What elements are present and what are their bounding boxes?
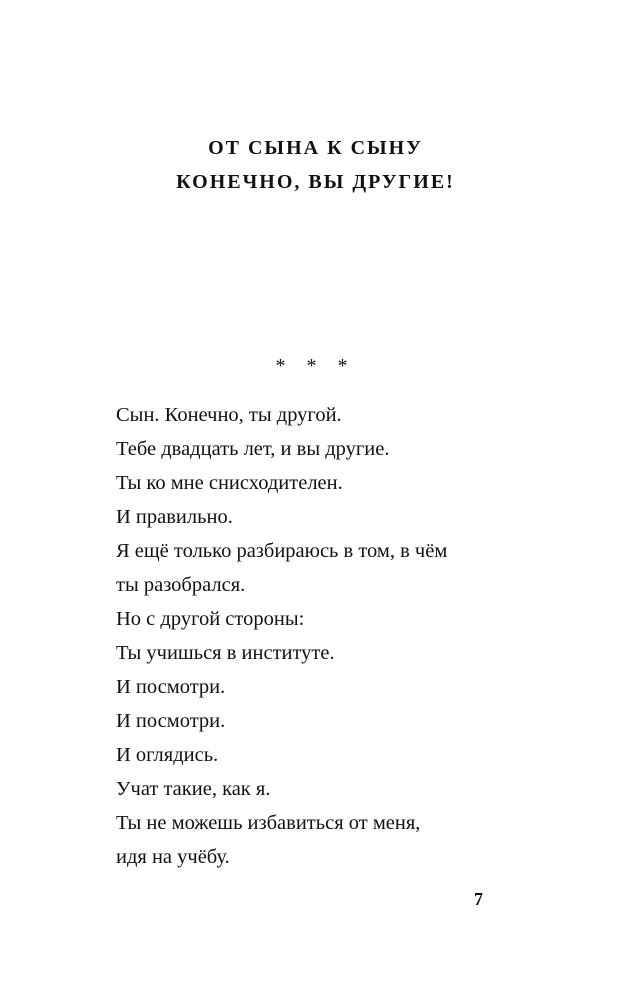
poem-text xyxy=(116,398,447,874)
poem-line: Я ещё только разбираюсь в том, в чём xyxy=(116,540,448,562)
poem-line: И посмотри. xyxy=(116,710,226,732)
poem-line: И оглядись. xyxy=(116,744,219,766)
poem-line: идя на учёбу. xyxy=(116,846,230,868)
poem-line: И правильно. xyxy=(116,506,233,528)
page-number: 7 xyxy=(474,889,483,909)
poem-line: ты разобрался. xyxy=(116,574,246,596)
poem-line: Тебе двадцать лет, и вы другие. xyxy=(116,438,390,460)
poem-line: И посмотри. xyxy=(116,676,226,698)
section-separator: * * * xyxy=(275,355,356,377)
poem-line: Сын. Конечно, ты другой. xyxy=(116,404,342,426)
chapter-title-line-2: КОНЕЧНО, ВЫ ДРУГИЕ! xyxy=(176,171,455,193)
poem-line: Ты не можешь избавиться от меня, xyxy=(116,812,421,834)
chapter-title-line-1: ОТ СЫНА К СЫНУ xyxy=(208,137,423,159)
poem-line: Ты учишься в институте. xyxy=(116,642,335,664)
poem-line: Ты ко мне снисходителен. xyxy=(116,472,343,494)
poem-line: Но с другой стороны: xyxy=(116,608,305,630)
poem-line: Учат такие, как я. xyxy=(116,778,271,800)
